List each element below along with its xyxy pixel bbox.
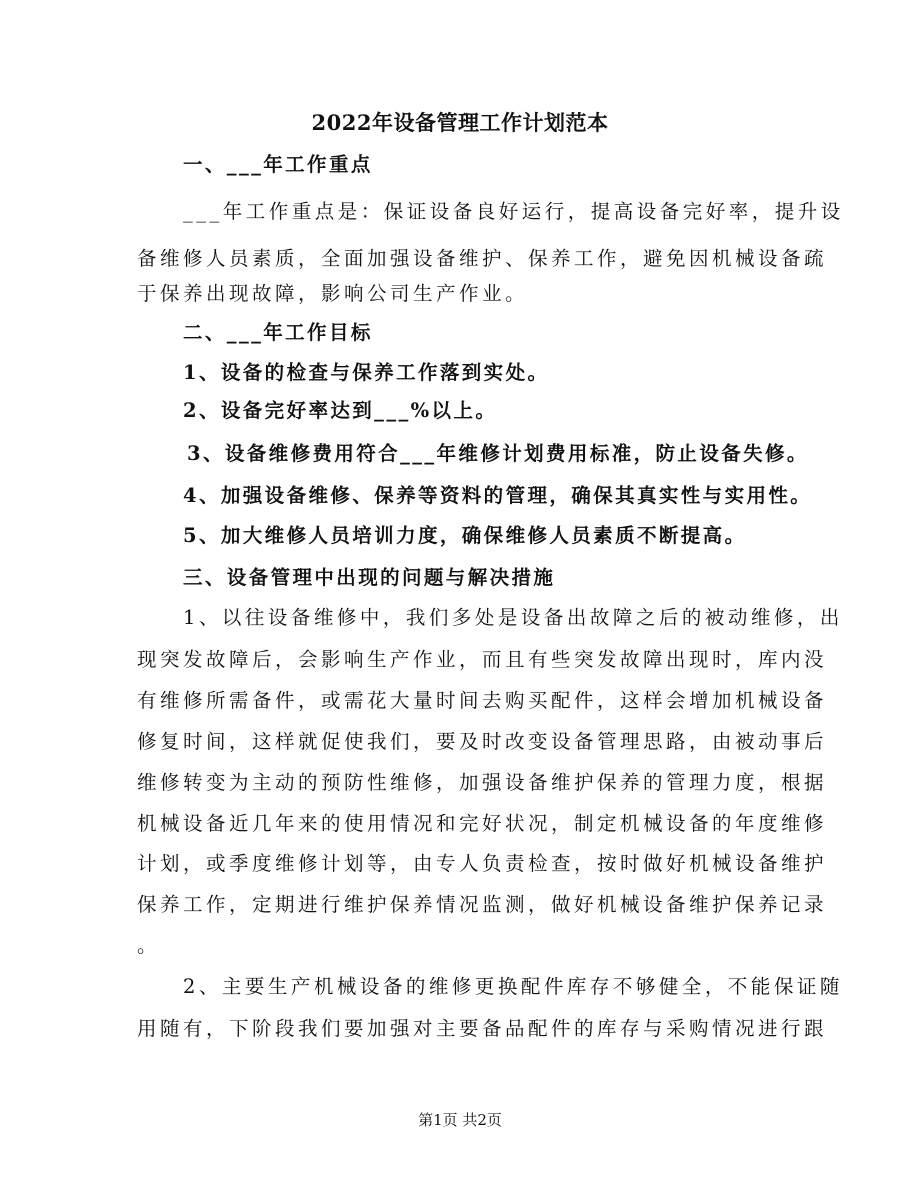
document-title: 2022年设备管理工作计划范本 [311,110,609,135]
paragraph-line: 备维修人员素质，全面加强设备维护、保养工作，避免因机械设备疏 [137,247,828,270]
goal-item: 5、加大维修人员培训力度，确保维修人员素质不断提高。 [183,524,747,547]
page-footer: 第1页 共2页 [418,1111,502,1129]
heading-3: 三、设备管理中出现的问题与解决措施 [183,566,556,589]
paragraph-line: 计划，或季度维修计划等，由专人负责检查，按时做好机械设备维护 [137,852,828,875]
paragraph-line: 维修转变为主动的预防性维修，加强设备维护保养的管理力度，根据 [137,771,828,794]
paragraph-line: 修复时间，这样就促使我们，要及时改变设备管理思路，由被动事后 [137,730,828,753]
goal-item: 3、设备维修费用符合___年维修计划费用标准，防止设备失修。 [187,442,809,465]
goal-item: 4、加强设备维修、保养等资料的管理，确保其真实性与实用性。 [183,484,813,507]
paragraph-line: 2、主要生产机械设备的维修更换配件库存不够健全，不能保证随 [183,975,843,998]
paragraph-line: 于保养出现故障，影响公司生产作业。 [137,282,529,305]
goal-item: 2、设备完好率达到___%以上。 [183,399,498,422]
paragraph-line: 现突发故障后，会影响生产作业，而且有些突发故障出现时，库内没 [137,648,828,671]
paragraph-line: 。 [137,934,161,957]
paragraph-line: 1、以往设备维修中，我们多处是设备出故障之后的被动维修，出 [183,606,843,629]
heading-1: 一、___年工作重点 [183,153,373,176]
goal-item: 1、设备的检查与保养工作落到实处。 [183,361,550,384]
paragraph-line: ___年工作重点是：保证设备良好运行，提高设备完好率，提升设 [183,200,844,223]
paragraph-line: 用随有，下阶段我们要加强对主要备品配件的库存与采购情况进行跟 [137,1017,828,1040]
paragraph-line: 有维修所需备件，或需花大量时间去购买配件，这样会增加机械设备 [137,689,828,712]
paragraph-line: 保养工作，定期进行维护保养情况监测，做好机械设备维护保养记录 [137,893,828,916]
paragraph-line: 机械设备近几年来的使用情况和完好状况，制定机械设备的年度维修 [137,812,828,835]
heading-2: 二、___年工作目标 [183,321,373,344]
